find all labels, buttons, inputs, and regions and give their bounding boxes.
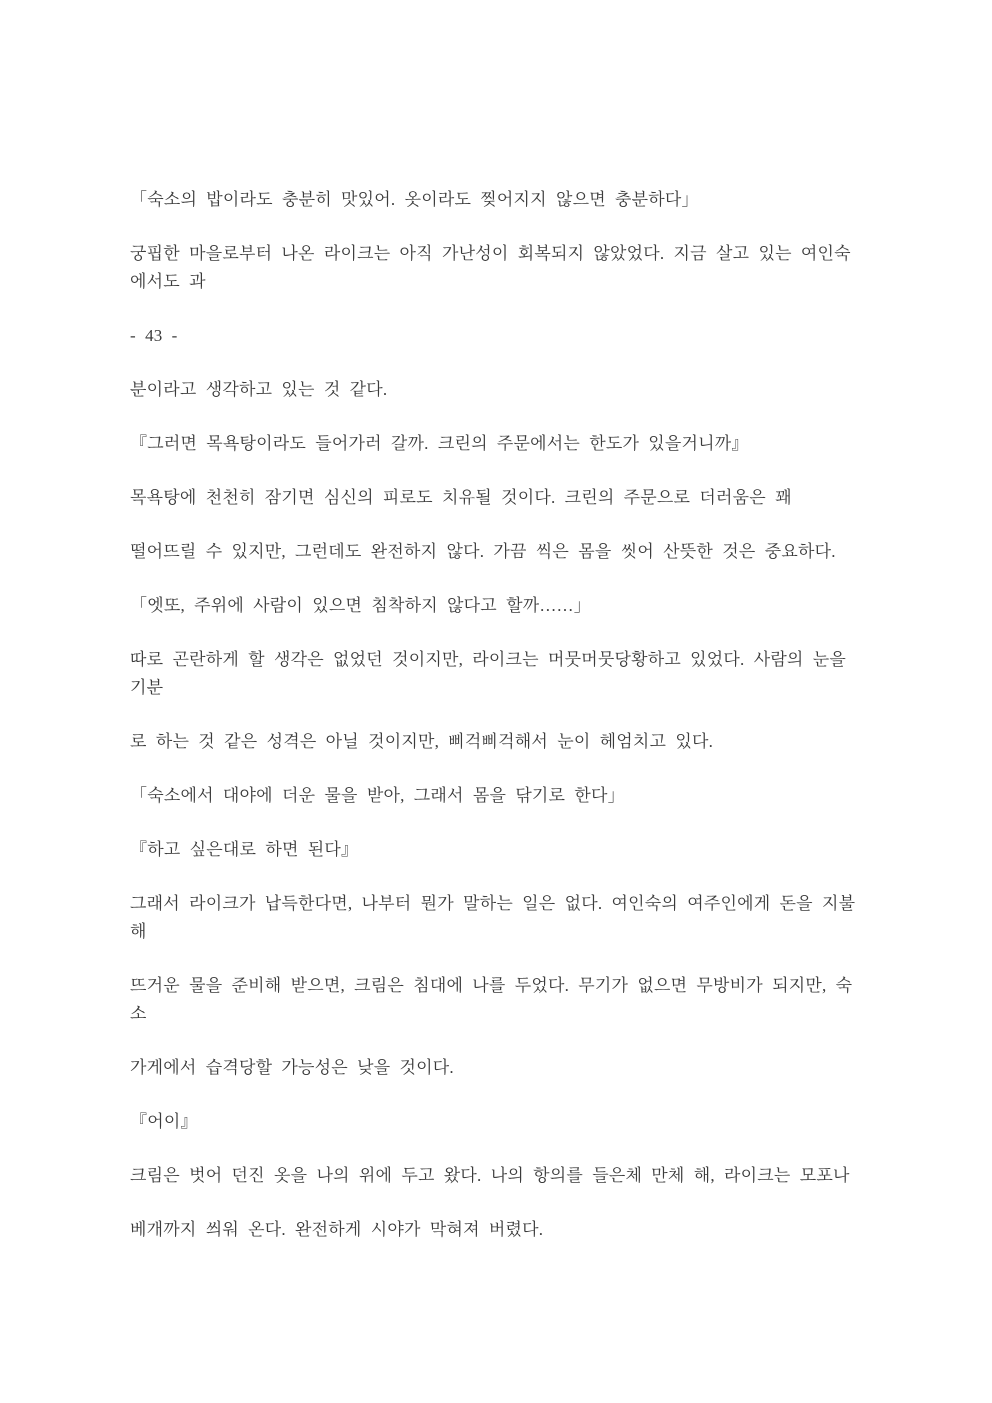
text-line: 「엣또, 주위에 사람이 있으면 침착하지 않다고 할까……」 xyxy=(130,596,591,615)
body-paragraph xyxy=(130,1162,870,1190)
body-paragraph xyxy=(130,728,870,756)
text-line: 궁핍한 마을로부터 나온 라이크는 아직 가난성이 회복되지 않았었다. 지금 살고 있는 여인숙 xyxy=(130,244,851,263)
text-line: 에서도 과 xyxy=(130,272,206,291)
text-line: 로 하는 것 같은 성격은 아닐 것이지만, 삐걱삐걱해서 눈이 헤엄치고 있다. xyxy=(130,732,714,751)
text-line: 분이라고 생각하고 있는 것 같다. xyxy=(130,380,388,399)
body-paragraph xyxy=(130,484,870,512)
text-line: 가게에서 습격당할 가능성은 낮을 것이다. xyxy=(130,1058,454,1077)
body-paragraph xyxy=(130,890,870,946)
body-paragraph xyxy=(130,1216,870,1244)
body-paragraph xyxy=(130,240,870,296)
dialogue-paragraph xyxy=(130,592,870,620)
text-line: 떨어뜨릴 수 있지만, 그런데도 완전하지 않다. 가끔 씩은 몸을 씻어 산뜻한 것은 중요하다. xyxy=(130,542,836,561)
dialogue-paragraph xyxy=(130,1108,870,1136)
text-line: 크림은 벗어 던진 옷을 나의 위에 두고 왔다. 나의 항의를 들은체 만체 해, 라이크는 모포나 xyxy=(130,1166,850,1185)
dialogue-paragraph xyxy=(130,836,870,864)
text-line: 『그러면 목욕탕이라도 들어가러 갈까. 크린의 주문에서는 한도가 있을거니까』 xyxy=(130,434,749,453)
dialogue-paragraph xyxy=(130,782,870,810)
text-line: 소 xyxy=(130,1004,147,1023)
text-line: 베개까지 씌워 온다. 완전하게 시야가 막혀져 버렸다. xyxy=(130,1220,544,1239)
body-paragraph xyxy=(130,1054,870,1082)
text-line: 따로 곤란하게 할 생각은 없었던 것이지만, 라이크는 머뭇머뭇당황하고 있었다. 사람의 눈을 xyxy=(130,650,847,669)
document-text-area xyxy=(130,186,870,1244)
text-line: 『하고 싶은대로 하면 된다』 xyxy=(130,840,359,859)
dialogue-paragraph xyxy=(130,186,870,214)
body-paragraph xyxy=(130,376,870,404)
text-line: 기분 xyxy=(130,678,164,697)
page-number-text: - 43 - xyxy=(130,326,178,345)
text-line: 『어이』 xyxy=(130,1112,198,1131)
text-line: 「숙소의 밥이라도 충분히 맛있어. 옷이라도 찢어지지 않으면 충분하다」 xyxy=(130,190,699,209)
text-line: 뜨거운 물을 준비해 받으면, 크림은 침대에 나를 두었다. 무기가 없으면 무방비가 되지만, 숙 xyxy=(130,976,853,995)
text-line: 목욕탕에 천천히 잠기면 심신의 피로도 치유될 것이다. 크린의 주문으로 더러움은 꽤 xyxy=(130,488,792,507)
text-line: 「숙소에서 대야에 더운 물을 받아, 그래서 몸을 닦기로 한다」 xyxy=(130,786,625,805)
dialogue-paragraph xyxy=(130,430,870,458)
text-line: 해 xyxy=(130,922,147,941)
body-paragraph xyxy=(130,538,870,566)
body-paragraph xyxy=(130,646,870,702)
body-paragraph xyxy=(130,972,870,1028)
page-number xyxy=(130,322,870,350)
text-line: 그래서 라이크가 납득한다면, 나부터 뭔가 말하는 일은 없다. 여인숙의 여주인에게 돈을 지불 xyxy=(130,894,856,913)
